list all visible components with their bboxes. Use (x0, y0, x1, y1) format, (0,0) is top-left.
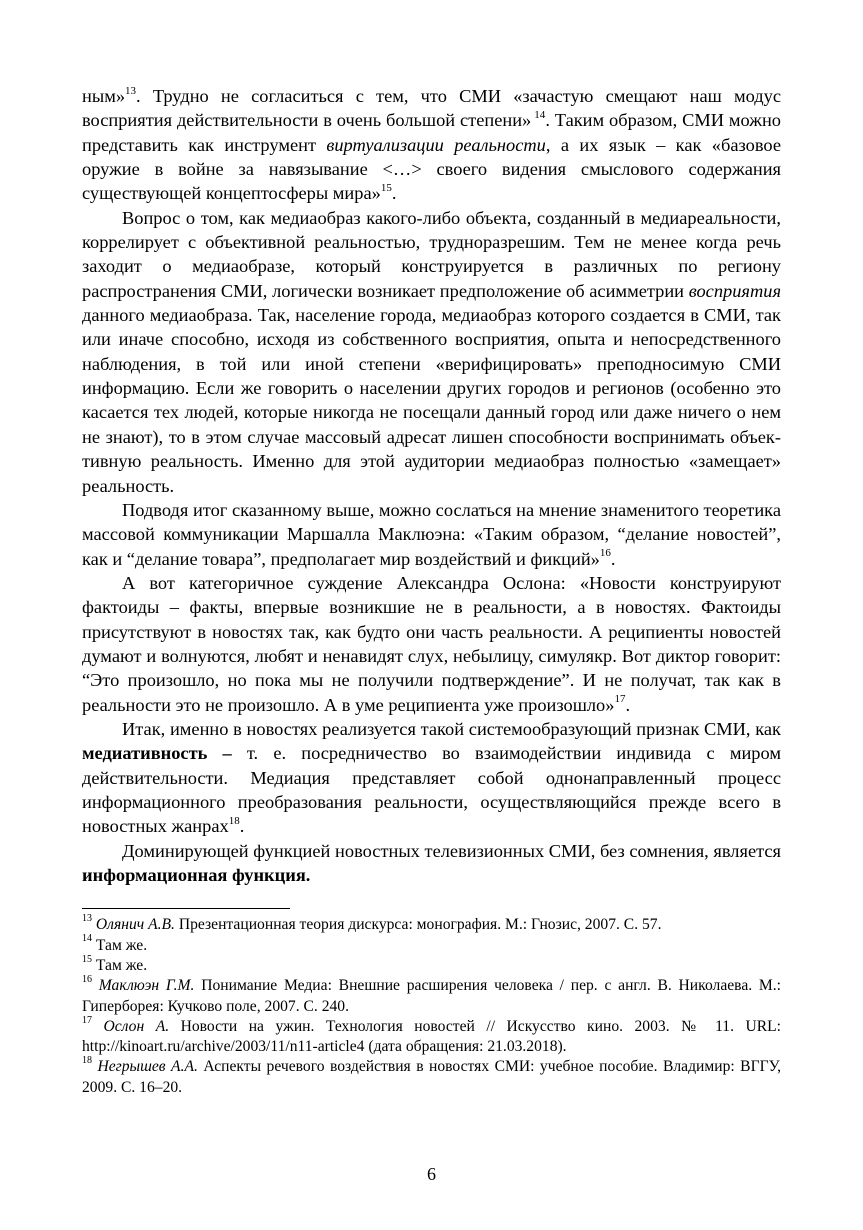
paragraph (82, 717, 781, 839)
text-run: Аспекты речевого воздействия в новостях СМИ: учебное пособие. Владимир: ВГГУ, 2009. С. 16–20. (82, 1058, 781, 1096)
paragraph (82, 84, 781, 206)
text-run: Там же. (92, 936, 148, 954)
emphasis-text: Негрышев А.А. (97, 1058, 198, 1076)
text-run: . (610, 548, 616, 569)
text-run: Там же. (92, 956, 148, 974)
footnote-ref: 17 (82, 1014, 92, 1026)
text-run: . Трудно не согласиться с тем, что СМИ «зачастую смещают наш модус восприятия действительности в очень большой степени» (82, 86, 781, 131)
text-run (92, 977, 99, 994)
text-run: Понимание Медиа: Внешние расширения человека / пер. с англ. В. Николаева. М.: Гиперборея: Кучково поле, 2007. С. 240. (82, 977, 781, 1015)
footnotes (82, 915, 781, 1098)
footnote-ref: 16 (599, 547, 611, 560)
body-text (82, 84, 781, 887)
text-run: ным» (82, 86, 126, 106)
paragraph (82, 839, 781, 888)
footnote-ref: 18 (228, 815, 240, 828)
bold-text: информационная функция. (82, 865, 311, 885)
text-run: данного медиаобраза. Так, население города, медиаобраз которого создается в СМИ, так или иначе способно, исходя из собственного восприятия, опыта и непосредственного наблюдения, в той или иной степени «верифицировать» преподносимую СМИ информацию. Если же говорить о населении других городов и регионов (особенно это касается тех людей, которые никогда не посещали данный город или даже ничего о нем не знают), то в этом случае массовый адресат лишен способности воспринимать объективную реальность. Именно для этой аудитории медиаобраз полностью «замещает» реальность. (82, 305, 781, 496)
footnote (82, 953, 781, 976)
emphasis-text: восприятия (688, 280, 781, 301)
text-run: Подводя итог сказанному выше, можно сослаться на мнение знаменитого теоретика массовой коммуникации Маршалла Маклюэна: «Таким образом, “делание новостей”, как и “делание товара”, предполагает мир воздействий и фикций» (82, 499, 781, 569)
text-run (92, 1018, 104, 1035)
text-run: Итак, именно в новостях реализуется такой системообразующий признак СМИ, как (122, 718, 781, 739)
text-run: Презентационная теория дискурса: монография. М.: Гнозис, 2007. С. 57. (174, 916, 662, 934)
text-run: т. е. посредничество во взаимодействии индивида с миром действительности. Медиация представляет собой однонаправленный процесс информационного преобразования реальности, осуществляющийся прежде всего в новостных жанрах (82, 743, 781, 837)
footnote-separator (82, 908, 290, 909)
emphasis-text: Маклюэн Г.М. (98, 977, 195, 995)
text-run: А вот категоричное суждение Александра Ослона: «Новости конструируют фактоиды – факты, впервые возникшие не в реальности, а в новостях. Фактоиды присутствуют в новостях так, как будто они часть реальности. А реципиенты новостей думают и волнуются, любят и ненавидят слух, небылицу, симулякр. Вот диктор говорит: “Это произошло, но пока мы не получили подтверждение”. И не получат, так как в реальности это не произошло. А в уме реципиента уже произошло» (82, 572, 781, 715)
text-run: Доминирующей функцией новостных телевизионных СМИ, без сомнения, является (122, 840, 781, 861)
footnote-ref: 13 (82, 913, 92, 925)
footnote (82, 933, 781, 956)
text-run: Новости на ужин. Технология новостей // Искусство кино. 2003. № 11. URL: http://kinoart.ru/archive/2003/11/n11-article4 (дата обращения: 21.03.2018). (82, 1017, 781, 1056)
text-run: Вопрос о том, как медиаобраз какого-либо объекта, созданный в медиареальности, коррелирует с объективной реальностью, трудноразрешим. Тем не менее когда речь заходит о медиаобразе, который конструируется в различных по региону распространения СМИ, логически возникает предположение об асимметрии (82, 207, 781, 301)
bold-text: медиативность – (82, 743, 232, 764)
emphasis-text: Ослон А. (103, 1017, 170, 1035)
text-run: . (391, 183, 397, 204)
footnote (82, 915, 781, 935)
text-run: . (239, 816, 245, 837)
footnote (82, 1014, 781, 1058)
footnote-ref: 17 (614, 693, 626, 706)
emphasis-text: Олянич А.В. (95, 916, 175, 934)
text-run: . Таким образом, СМИ можно представить как инструмент (82, 110, 781, 155)
footnote-ref: 13 (125, 84, 137, 97)
footnote-ref: 18 (82, 1055, 92, 1067)
footnote-ref: 14 (531, 109, 546, 122)
paragraph (82, 206, 781, 498)
paragraph (82, 571, 781, 717)
footnote-ref: 14 (82, 933, 92, 945)
footnote-ref: 15 (380, 182, 392, 195)
emphasis-text: виртуализации реальности (326, 134, 546, 155)
page-content (82, 84, 781, 1098)
paragraph (82, 498, 781, 571)
text-run: , а их язык – как «базовое оружие в войне за навязывание <…> своего видения смыслового содержания существующей концептосферы мира» (82, 134, 781, 204)
footnote (82, 1057, 781, 1098)
footnote-ref: 16 (82, 974, 92, 986)
text-run: . (625, 694, 631, 715)
footnote (82, 976, 781, 1017)
page-number: 6 (427, 1164, 436, 1184)
footnote-ref: 15 (82, 953, 92, 965)
